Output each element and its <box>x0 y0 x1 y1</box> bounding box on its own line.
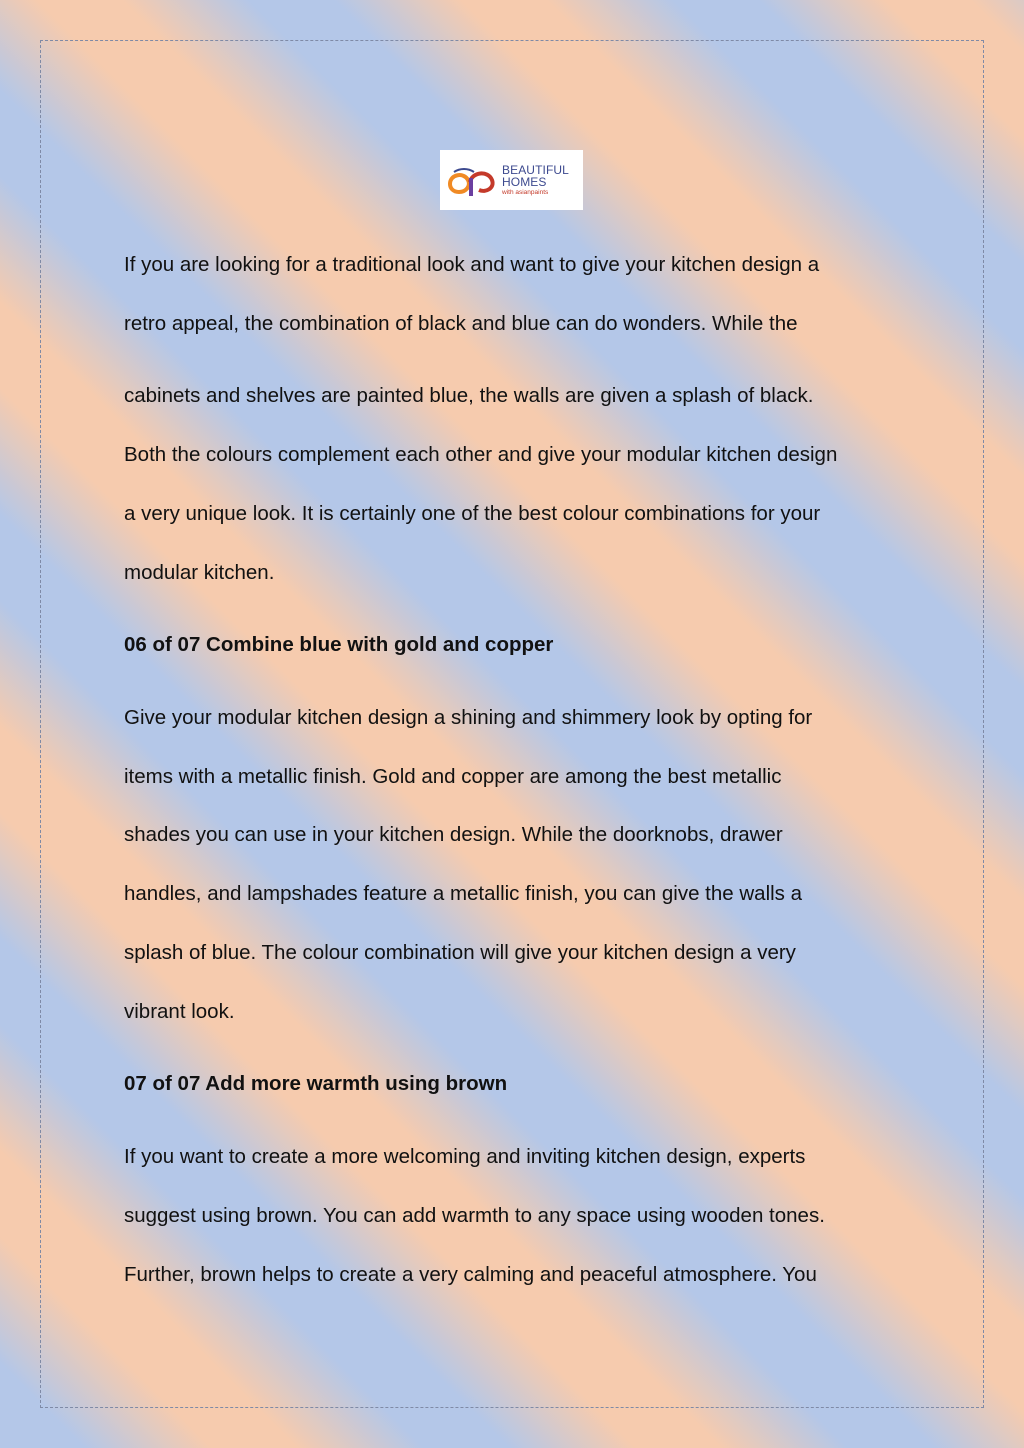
paragraph-line: If you want to create a more welcoming and inviting kitchen design, experts <box>124 1145 806 1168</box>
paragraph-line: modular kitchen. <box>124 561 275 584</box>
paragraph-line: shades you can use in your kitchen design. While the doorknobs, drawer <box>124 823 783 846</box>
paragraph-line: items with a metallic finish. Gold and copper are among the best metallic <box>124 765 782 788</box>
section-heading-07: 07 of 07 Add more warmth using brown <box>124 1072 508 1095</box>
paragraph-line: splash of blue. The colour combination will give your kitchen design a very <box>124 941 796 964</box>
asianpaints-logo-icon <box>444 160 500 200</box>
logo-text-beautiful: BEAUTIFUL <box>502 162 569 177</box>
paragraph-line: cabinets and shelves are painted blue, the walls are given a splash of black. <box>124 384 814 407</box>
paragraph-line: If you are looking for a traditional look and want to give your kitchen design a <box>124 253 820 276</box>
paragraph-line: Further, brown helps to create a very calming and peaceful atmosphere. You <box>124 1263 817 1286</box>
paragraph-line: Both the colours complement each other and give your modular kitchen design <box>124 443 838 466</box>
paragraph-line: Give your modular kitchen design a shining and shimmery look by opting for <box>124 706 813 729</box>
paragraph-line: a very unique look. It is certainly one of the best colour combinations for your <box>124 502 821 525</box>
paragraph-line: vibrant look. <box>124 1000 235 1023</box>
logo-text-homes: HOMES <box>502 174 547 189</box>
paragraph-line: retro appeal, the combination of black and blue can do wonders. While the <box>124 312 798 335</box>
logo-text-asianpaints: with asianpaints <box>502 188 549 196</box>
beautiful-homes-logo <box>440 150 583 210</box>
paragraph-line: suggest using brown. You can add warmth to any space using wooden tones. <box>124 1204 825 1227</box>
section-heading-06: 06 of 07 Combine blue with gold and copper <box>124 633 554 656</box>
paragraph-line: handles, and lampshades feature a metallic finish, you can give the walls a <box>124 882 803 905</box>
